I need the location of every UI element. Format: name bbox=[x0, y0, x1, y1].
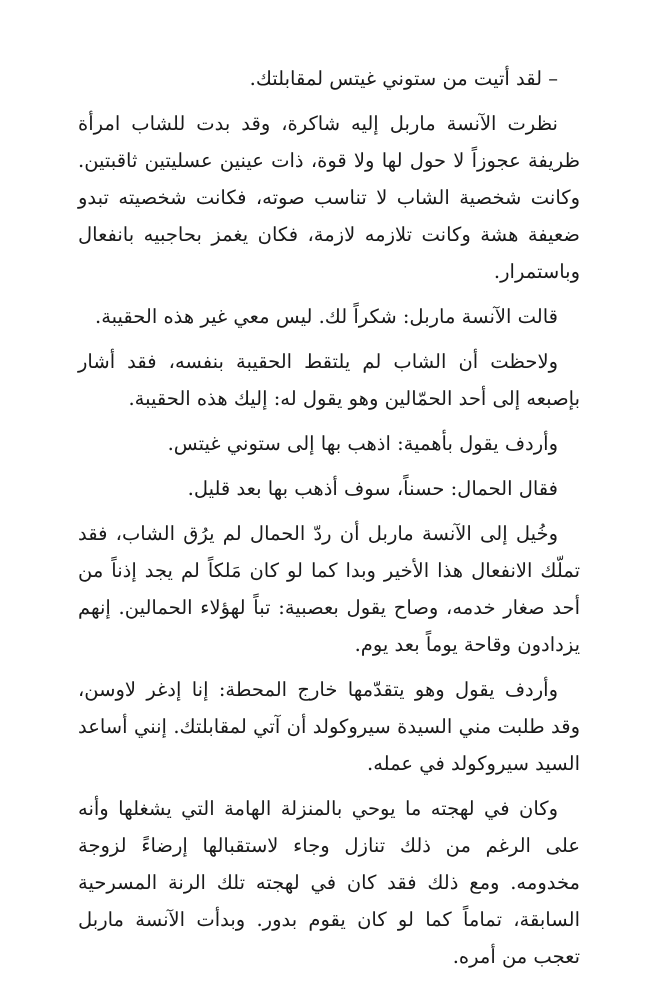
book-page-text bbox=[78, 60, 580, 983]
paragraph: ولاحظت أن الشاب لم يلتقط الحقيبة بنفسه، فقد أشار بإصبعه إلى أحد الحمّالين وهو يقول له: إليك هذه الحقيبة. bbox=[78, 350, 580, 410]
paragraph: – لقد أتيت من ستوني غيتس لمقابلتك. bbox=[249, 67, 558, 90]
paragraph: وأردف يقول بأهمية: اذهب بها إلى ستوني غيتس. bbox=[167, 432, 558, 455]
paragraph: نظرت الآنسة ماربل إليه شاكرة، وقد بدت للشاب امرأة ظريفة عجوزاً لا حول لها ولا قوة، ذات عينين عسليتين ثاقبتين. وكانت شخصية الشاب لا تناسب صوته، فكانت شخصيته تبدو ضعيفة هشة وكانت تلازمه لازمة، فكان يغمز بحاجبيه بانفعال وباستمرار. bbox=[78, 112, 580, 283]
paragraph: قالت الآنسة ماربل: شكراً لك. ليس معي غير هذه الحقيبة. bbox=[95, 305, 558, 328]
paragraph: وأردف يقول وهو يتقدّمها خارج المحطة: إنا إدغر لاوسن، وقد طلبت مني السيدة سيروكولد أن آتي لمقابلتك. إنني أساعد السيد سيروكولد في عمله. bbox=[78, 678, 580, 775]
paragraph: وخُيل إلى الآنسة ماربل أن ردّ الحمال لم يرُق الشاب، فقد تملّك الانفعال هذا الأخير وبدا كما لو كان مَلكاً لم يجد إذناً من أحد صغار خدمه، وصاح يقول بعصبية: تباً لهؤلاء الحمالين. إنهم يزدادون وقاحة يوماً بعد يوم. bbox=[78, 522, 580, 656]
paragraph: وكان في لهجته ما يوحي بالمنزلة الهامة التي يشغلها وأنه على الرغم من ذلك تنازل وجاء لاستقبالها إرضاءً لزوجة مخدومه. ومع ذلك فقد كان في لهجته تلك الرنة المسرحية السابقة، تماماً كما لو كان يقوم بدور. وبدأت الآنسة ماربل تعجب من أمره. bbox=[78, 797, 580, 968]
paragraph: فقال الحمال: حسناً، سوف أذهب بها بعد قليل. bbox=[187, 477, 558, 500]
